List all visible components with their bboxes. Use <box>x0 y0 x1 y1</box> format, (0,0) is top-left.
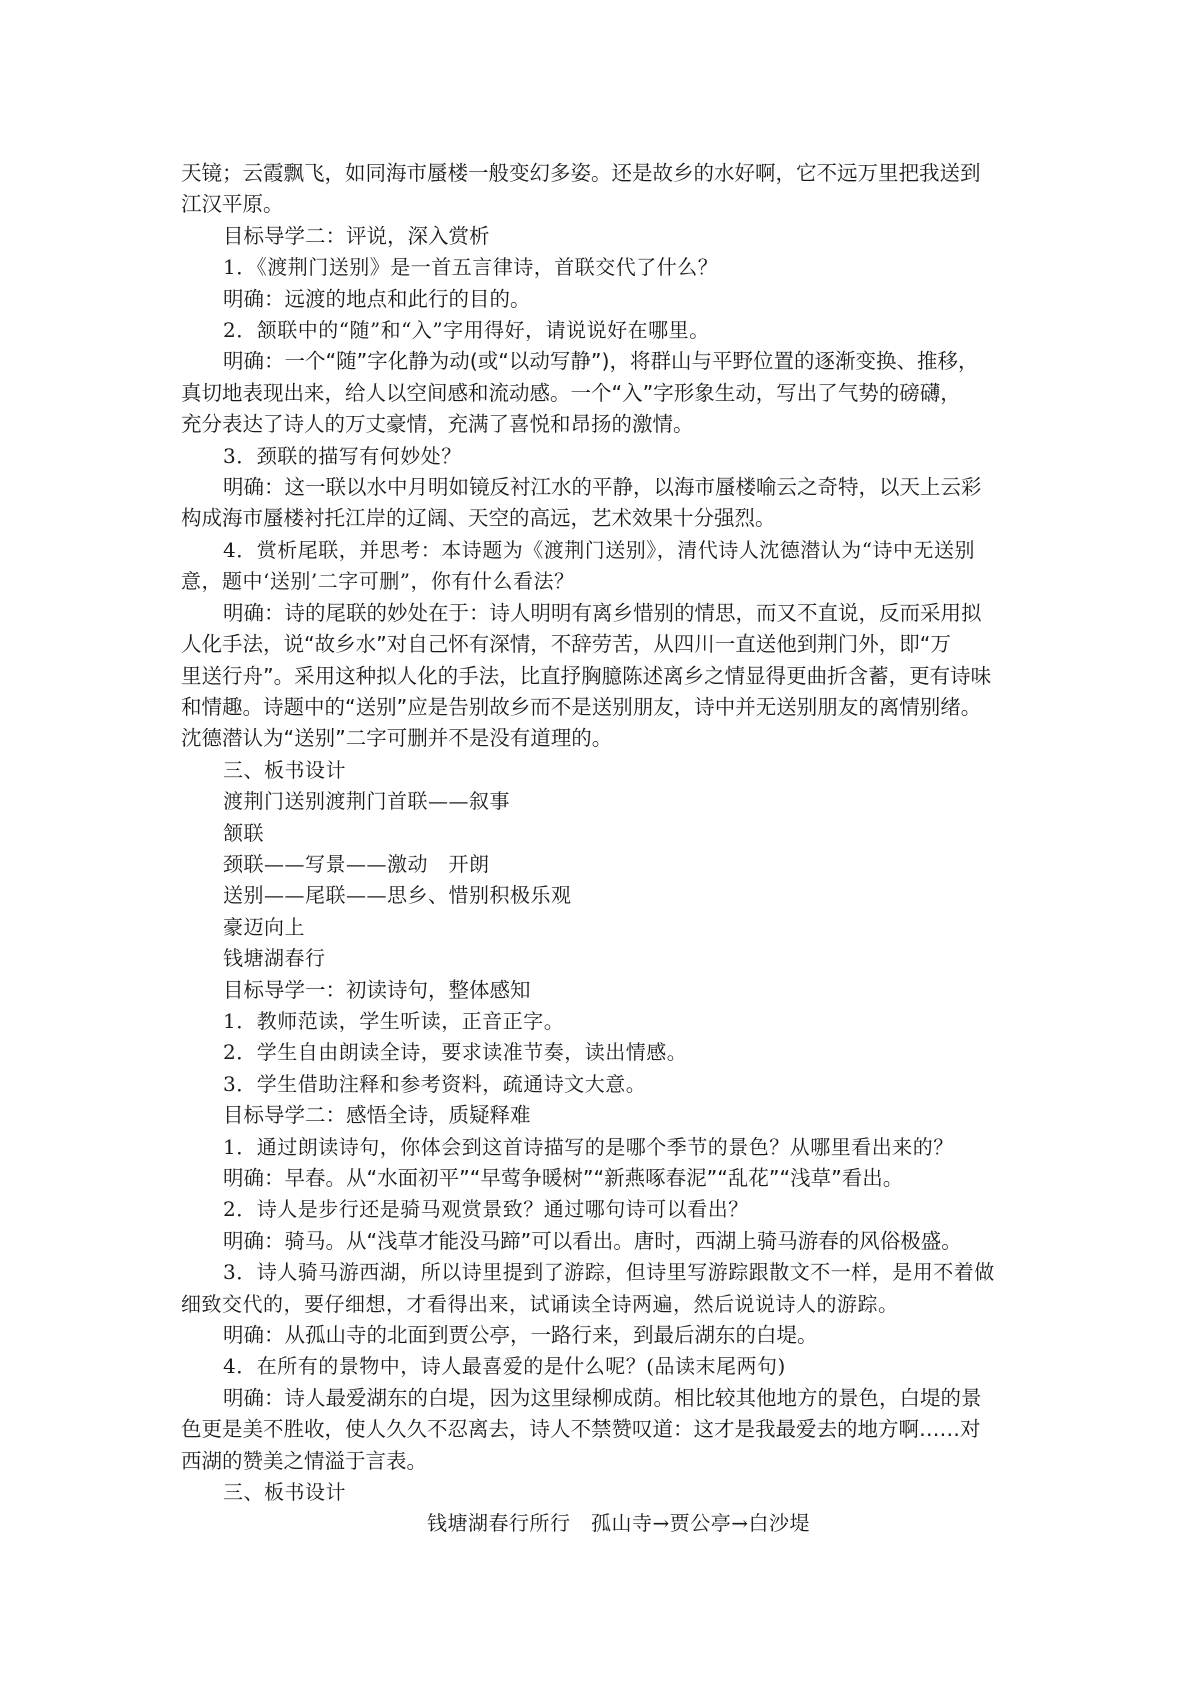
text-line: 明确：早春。从“水面初平”“早莺争暖树”“新燕啄春泥”“乱花”“浅草”看出。 <box>223 1166 904 1190</box>
text-line: 2．颔联中的“随”和“入”字用得好，请说说好在哪里。 <box>223 318 710 343</box>
text-line: 和情趣。诗题中的“送别”应是告别故乡而不是送别朋友，诗中并无送别朋友的离情别绪。 <box>181 694 982 719</box>
text-line: 三、板书设计 <box>223 1480 346 1505</box>
text-line: 钱塘湖春行 <box>223 946 326 971</box>
text-line: 3．颈联的描写有何妙处？ <box>223 443 462 468</box>
text-line: 人化手法，说“故乡水”对自己怀有深情，不辞劳苦，从四川一直送他到荆门外，即“万 <box>181 632 951 657</box>
text-line: 江汉平原。 <box>181 192 284 217</box>
text-line: 4．在所有的景物中，诗人最喜爱的是什么呢？(品读末尾两句) <box>223 1354 786 1379</box>
text-line: 明确：骑马。从“浅草才能没马蹄”可以看出。唐时，西湖上骑马游春的风俗极盛。 <box>223 1228 962 1253</box>
text-line: 1．《渡荆门送别》是一首五言律诗，首联交代了什么？ <box>223 255 719 280</box>
text-line: 明确：诗的尾联的妙处在于：诗人明明有离乡惜别的情思，而又不直说，反而采用拟 <box>223 600 982 625</box>
text-line: 明确：远渡的地点和此行的目的。 <box>223 286 531 311</box>
text-line: 明确：这一联以水中月明如镜反衬江水的平静，以海市蜃楼喻云之奇特，以天上云彩 <box>223 475 982 500</box>
text-line: 颔联 <box>223 820 264 845</box>
text-line: 1．教师范读，学生听读，正音正字。 <box>223 1008 565 1033</box>
text-line: 渡荆门送别渡荆门首联——叙事 <box>223 789 510 814</box>
text-line: 里送行舟”。采用这种拟人化的手法，比直抒胸臆陈述离乡之情显得更曲折含蓄，更有诗味 <box>181 663 992 688</box>
text-line: 明确：从孤山寺的北面到贾公亭，一路行来，到最后湖东的白堤。 <box>223 1323 818 1348</box>
text-line: 真切地表现出来，给人以空间感和流动感。一个“入”字形象生动，写出了气势的磅礴， <box>181 380 961 405</box>
text-line: 充分表达了诗人的万丈豪情，充满了喜悦和昂扬的激情。 <box>181 412 694 437</box>
text-line: 目标导学一：初读诗句，整体感知 <box>223 977 531 1002</box>
text-line: 目标导学二：感悟全诗，质疑释难 <box>223 1103 531 1128</box>
text-line: 明确：一个“随”字化静为动(或“以动写静”)，将群山与平野位置的逐渐变换、推移， <box>223 349 979 374</box>
text-line: 天镜；云霞飘飞，如同海市蜃楼一般变幻多姿。还是故乡的水好啊，它不远万里把我送到 <box>181 161 981 185</box>
text-line: 颈联——写景——激动 开朗 <box>223 851 490 876</box>
text-line: 沈德潜认为“送别”二字可删并不是没有道理的。 <box>181 726 613 751</box>
text-line: 4．赏析尾联，并思考：本诗题为《渡荆门送别》，清代诗人沈德潜认为“诗中无送别 <box>223 537 975 562</box>
text-line: 目标导学二：评说，深入赏析 <box>223 223 490 248</box>
text-line: 豪迈向上 <box>223 914 305 939</box>
text-line: 明确：诗人最爱湖东的白堤，因为这里绿柳成荫。相比较其他地方的景色，白堤的景 <box>223 1385 982 1410</box>
text-line: 2．学生自由朗读全诗，要求读准节奏，读出情感。 <box>223 1040 688 1065</box>
text-line: 细致交代的，要仔细想，才看得出来，试诵读全诗两遍，然后说说诗人的游踪。 <box>181 1291 899 1316</box>
text-line: 钱塘湖春行所行 孤山寺→贾公亭→白沙堤 <box>426 1511 810 1536</box>
document-body <box>181 158 1016 1540</box>
text-line: 1．通过朗读诗句，你体会到这首诗描写的是哪个季节的景色？从哪里看出来的？ <box>223 1134 954 1159</box>
text-line: 色更是美不胜收，使人久久不忍离去，诗人不禁赞叹道：这才是我最爱去的地方啊……对 <box>181 1417 981 1442</box>
text-line: 送别——尾联——思乡、惜别积极乐观 <box>223 883 572 908</box>
text-line: 3．诗人骑马游西湖，所以诗里提到了游踪，但诗里写游踪跟散文不一样，是用不着做 <box>223 1260 995 1285</box>
text-line: 西湖的赞美之情溢于言表。 <box>181 1448 427 1473</box>
text-line: 2．诗人是步行还是骑马观赏景致？通过哪句诗可以看出？ <box>223 1197 749 1222</box>
text-line: 意，题中‘送别’二字可删”，你有什么看法？ <box>181 569 575 594</box>
text-line: 3．学生借助注释和参考资料，疏通诗文大意。 <box>223 1071 647 1096</box>
text-line: 构成海市蜃楼衬托江岸的辽阔、天空的高远，艺术效果十分强烈。 <box>181 506 776 531</box>
text-line: 三、板书设计 <box>223 757 346 782</box>
